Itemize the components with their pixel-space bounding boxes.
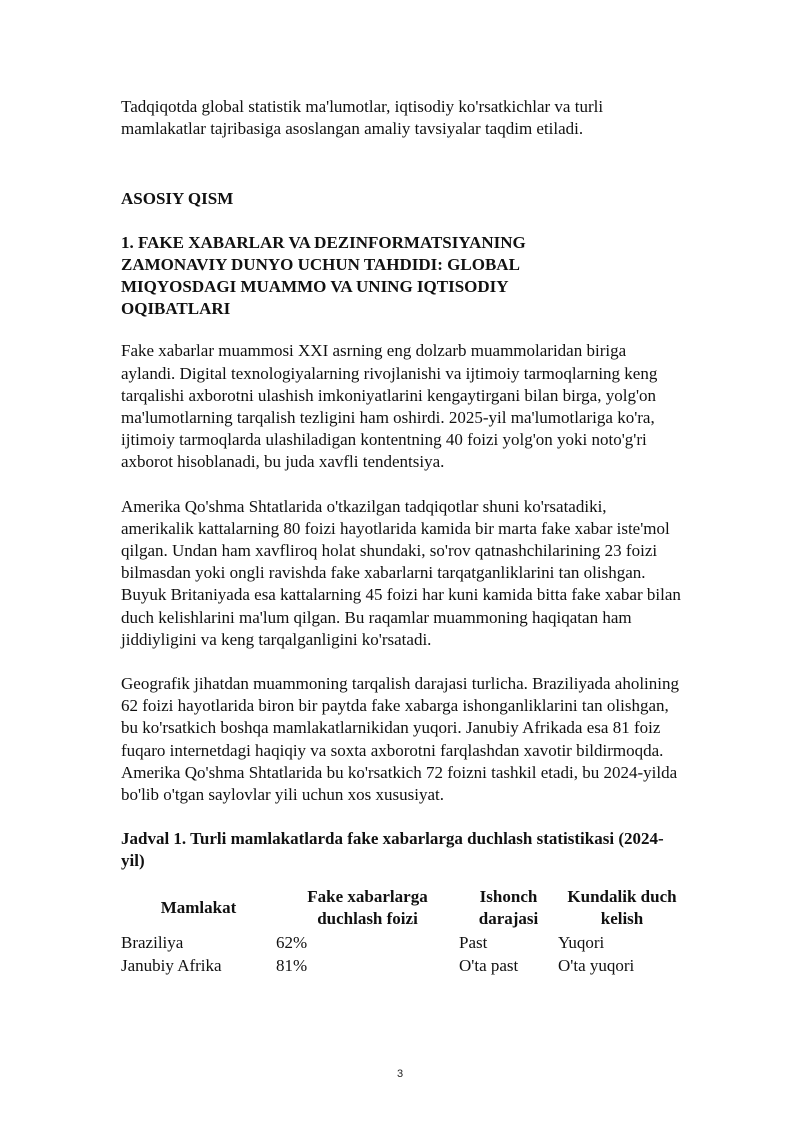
page-number: 3 — [396, 1068, 404, 1080]
table-row — [121, 955, 686, 978]
table-caption: Jadval 1. Turli mamlakatlarda fake xabarlarga duchlash statistikasi (2024-yil) — [121, 829, 664, 871]
section-heading: ASOSIY QISM — [121, 189, 234, 209]
table-cell-daily: O'ta yuqori — [558, 956, 635, 976]
column-header-country: Mamlakat — [160, 898, 237, 918]
column-header-trust: Ishonch darajasi — [478, 887, 539, 929]
table-cell-daily: Yuqori — [558, 933, 605, 953]
column-header-exposure: Fake xabarlarga duchlash foizi — [307, 887, 428, 929]
table-cell-trust: Past — [459, 933, 488, 953]
chapter-heading: 1. FAKE XABARLAR VA DEZINFORMATSIYANING ZAMONAVIY DUNYO UCHUN TAHDIDI: GLOBAL MIQYOSDAGI MUAMMO VA UNING IQTISODIY OQIBATLARI — [121, 233, 526, 319]
statistics-table — [121, 886, 686, 978]
table-row — [121, 932, 686, 955]
body-paragraph: Fake xabarlar muammosi XXI asrning eng dolzarb muammolaridan biriga aylandi. Digital texnologiyalarning rivojlanishi va ijtimoiy tarmoqlarning keng tarqalishi axborotni ulashish imkoniyatlarini kengaytirgani bilan birga, yolg'on ma'lumotlarning tarqalish tezligini ham oshirdi. 2025-yil ma'lumotlariga ko'ra, ijtimoiy tarmoqlarda ulashiladigan kontentning 40 foizi yolg'on yoki noto'g'ri axborot hisoblanadi, bu juda xavfli tendentsiya. — [121, 341, 658, 472]
table-cell-exposure: 62% — [276, 933, 308, 953]
table-header-row — [121, 886, 686, 932]
body-paragraph: Amerika Qo'shma Shtatlarida o'tkazilgan tadqiqotlar shuni ko'rsatadiki, amerikalik kattalarning 80 foizi hayotlarida kamida bir marta fake xabar iste'mol qilgan. Undan ham xavfliroq holat shundaki, so'rov qatnashchilarining 23 foizi bilmasdan yoki ongli ravishda fake xabarlarni tarqatganliklarini tan olishgan. Buyuk Britaniyada esa kattalarning 45 foizi har kuni kamida bitta fake xabar bilan duch kelishlarini ma'lum qilgan. Bu raqamlar muammoning haqiqatan ham jiddiyligini va keng tarqalganligini ko'rsatadi. — [121, 496, 681, 649]
table-cell-country: Janubiy Afrika — [121, 956, 222, 976]
column-header-daily: Kundalik duch kelish — [567, 887, 677, 929]
intro-paragraph: Tadqiqotda global statistik ma'lumotlar, iqtisodiy ko'rsatkichlar va turli mamlakatlar tajribasiga asoslangan amaliy tavsiyalar taqdim etiladi. — [121, 97, 604, 139]
document-page — [121, 96, 681, 978]
body-paragraph: Geografik jihatdan muammoning tarqalish darajasi turlicha. Braziliyada aholining 62 foizi hayotlarida biron bir paytda fake xabarga ishonganliklarini tan olishgan, bu ko'rsatkich boshqa mamlakatlarnikidan yuqori. Janubiy Afrikada esa 81 foiz fuqaro internetdagi haqiqiy va soxta axborotni farqlashdan xavotir bildirmoqda. Amerika Qo'shma Shtatlarida bu ko'rsatkich 72 foizni tashkil etadi, bu 2024-yilda bo'lib o'tgan saylovlar yili uchun xos xususiyat. — [121, 674, 679, 805]
table-cell-trust: O'ta past — [459, 956, 519, 976]
table-cell-exposure: 81% — [276, 956, 308, 976]
table-cell-country: Braziliya — [121, 933, 184, 953]
